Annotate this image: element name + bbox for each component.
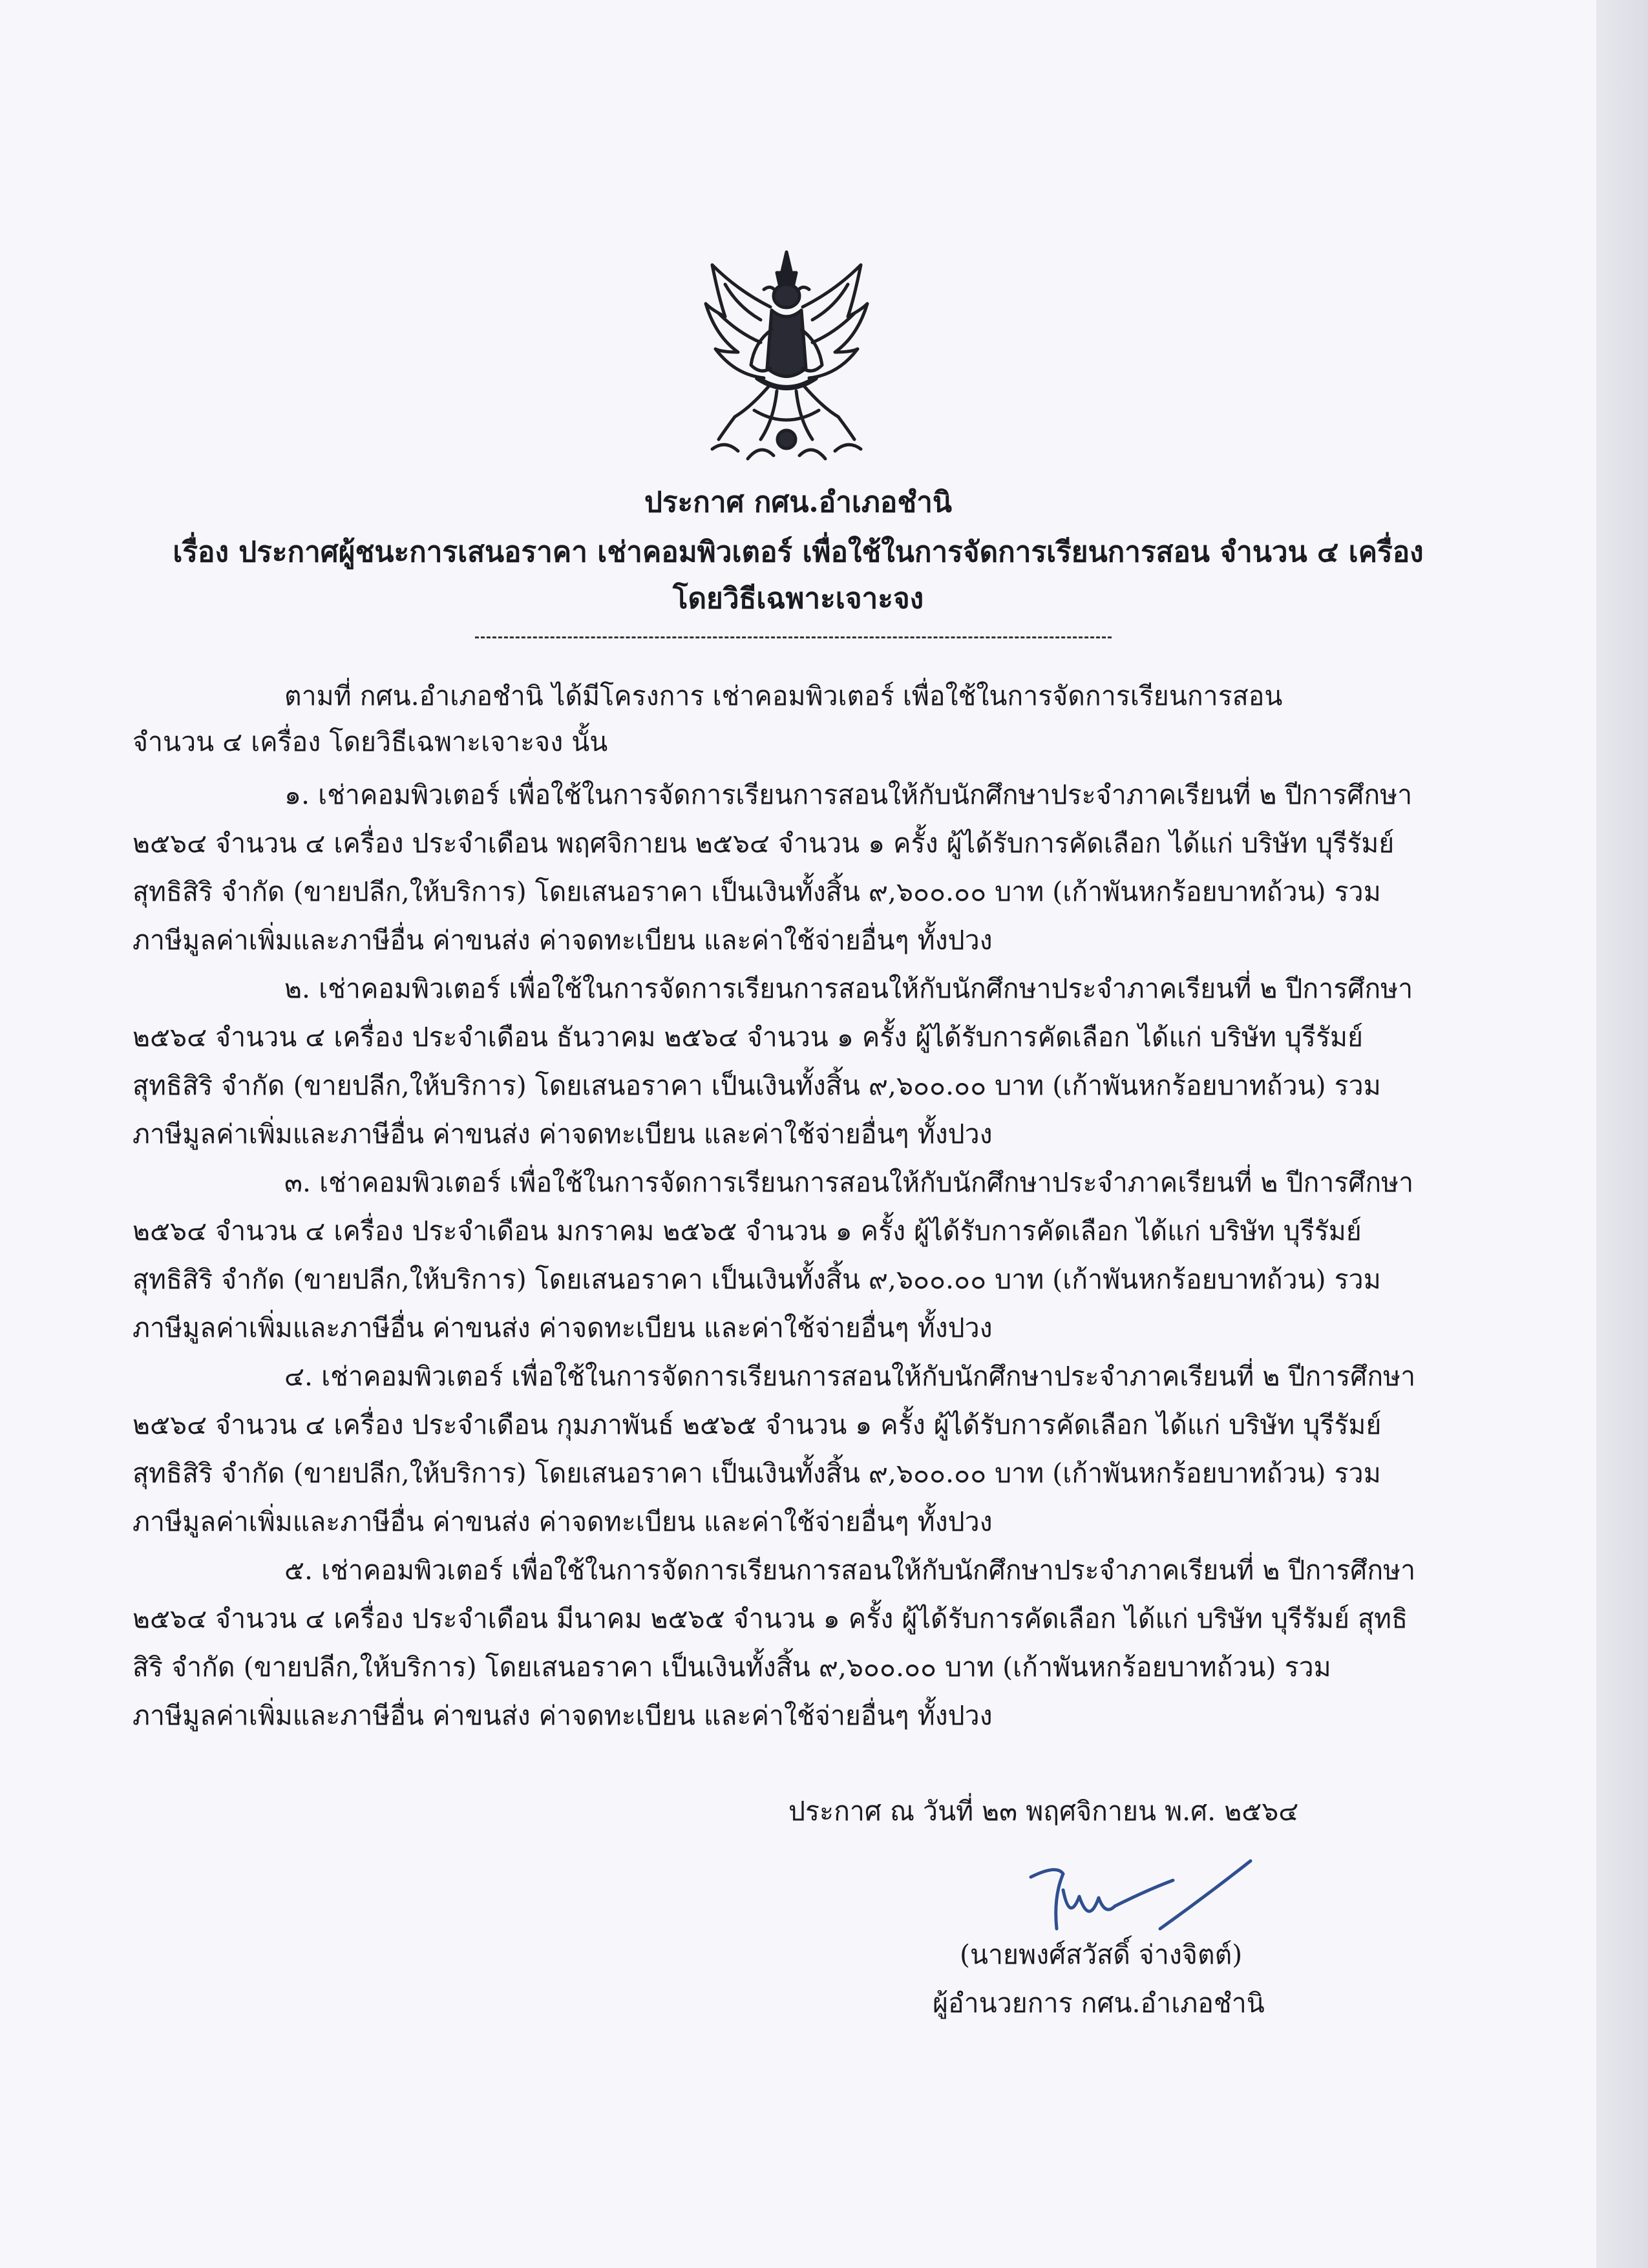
intro-line: ตามที่ กศน.อำเภอชำนิ ได้มีโครงการ เช่าคอมพิวเตอร์ เพื่อใช้ในการจัดการเรียนการสอน <box>284 680 1283 711</box>
item-5-line: สิริ จำกัด (ขายปลีก,ให้บริการ) โดยเสนอราคา เป็นเงินทั้งสิ้น ๙,๖๐๐.๐๐ บาท (เก้าพันหกร้อยบาทถ้วน) รวม <box>132 1652 1331 1683</box>
item-2-line: สุทธิสิริ จำกัด (ขายปลีก,ให้บริการ) โดยเสนอราคา เป็นเงินทั้งสิ้น ๙,๖๐๐.๐๐ บาท (เก้าพันหกร้อยบาทถ้วน) รวม <box>132 1070 1381 1101</box>
item-4-line: สุทธิสิริ จำกัด (ขายปลีก,ให้บริการ) โดยเสนอราคา เป็นเงินทั้งสิ้น ๙,๖๐๐.๐๐ บาท (เก้าพันหกร้อยบาทถ้วน) รวม <box>132 1458 1381 1489</box>
item-3-line: ๒๕๖๔ จำนวน ๔ เครื่อง ประจำเดือน มกราคม ๒๕๖๕ จำนวน ๑ ครั้ง ผู้ได้รับการคัดเลือก ได้แก่ บริษัท บุรีรัมย์ <box>132 1215 1362 1246</box>
announcement-subject: เรื่อง ประกาศผู้ชนะการเสนอราคา เช่าคอมพิวเตอร์ เพื่อใช้ในการจัดการเรียนการสอน จำนวน ๔ เครื่อง <box>173 536 1424 569</box>
item-4-line: ๒๕๖๔ จำนวน ๔ เครื่อง ประจำเดือน กุมภาพันธ์ ๒๕๖๕ จำนวน ๑ ครั้ง ผู้ได้รับการคัดเลือก ได้แก่ บริษัท บุรีรัมย์ <box>132 1409 1382 1440</box>
announcement-date: ประกาศ ณ วันที่ ๒๓ พฤศจิกายน พ.ศ. ๒๕๖๔ <box>788 1796 1299 1827</box>
scan-edge <box>1596 0 1648 2268</box>
signer-title: ผู้อำนวยการ กศน.อำเภอชำนิ <box>933 1988 1265 2019</box>
item-2-line: ๒๕๖๔ จำนวน ๔ เครื่อง ประจำเดือน ธันวาคม ๒๕๖๔ จำนวน ๑ ครั้ง ผู้ได้รับการคัดเลือก ได้แก่ บริษัท บุรีรัมย์ <box>132 1022 1364 1053</box>
signer-name: (นายพงศ์สวัสดิ์ จ่างจิตต์) <box>960 1939 1243 1970</box>
announcement-method: โดยวิธีเฉพาะเจาะจง <box>672 582 924 615</box>
intro-line: จำนวน ๔ เครื่อง โดยวิธีเฉพาะเจาะจง นั้น <box>132 726 608 757</box>
item-1-line: ๒๕๖๔ จำนวน ๔ เครื่อง ประจำเดือน พฤศจิกายน ๒๕๖๔ จำนวน ๑ ครั้ง ผู้ได้รับการคัดเลือก ได้แก่ บริษัท บุรีรัมย์ <box>132 828 1395 859</box>
item-5-line: ๕. เช่าคอมพิวเตอร์ เพื่อใช้ในการจัดการเรียนการสอนให้กับนักศึกษาประจำภาคเรียนที่ ๒ ปีการศึกษา <box>284 1555 1416 1586</box>
item-4-line: ภาษีมูลค่าเพิ่มและภาษีอื่น ค่าขนส่ง ค่าจดทะเบียน และค่าใช้จ่ายอื่นๆ ทั้งปวง <box>132 1506 993 1537</box>
item-5-line: ภาษีมูลค่าเพิ่มและภาษีอื่น ค่าขนส่ง ค่าจดทะเบียน และค่าใช้จ่ายอื่นๆ ทั้งปวง <box>132 1700 993 1731</box>
item-3-line: ภาษีมูลค่าเพิ่มและภาษีอื่น ค่าขนส่ง ค่าจดทะเบียน และค่าใช้จ่ายอื่นๆ ทั้งปวง <box>132 1312 993 1343</box>
item-3-line: สุทธิสิริ จำกัด (ขายปลีก,ให้บริการ) โดยเสนอราคา เป็นเงินทั้งสิ้น ๙,๖๐๐.๐๐ บาท (เก้าพันหกร้อยบาทถ้วน) รวม <box>132 1264 1381 1295</box>
item-3-line: ๓. เช่าคอมพิวเตอร์ เพื่อใช้ในการจัดการเรียนการสอนให้กับนักศึกษาประจำภาคเรียนที่ ๒ ปีการศึกษา <box>284 1167 1414 1198</box>
title-divider <box>475 636 1112 638</box>
item-1-line: ภาษีมูลค่าเพิ่มและภาษีอื่น ค่าขนส่ง ค่าจดทะเบียน และค่าใช้จ่ายอื่นๆ ทั้งปวง <box>132 925 993 956</box>
item-1-line: ๑. เช่าคอมพิวเตอร์ เพื่อใช้ในการจัดการเรียนการสอนให้กับนักศึกษาประจำภาคเรียนที่ ๒ ปีการศึกษา <box>284 779 1413 810</box>
item-2-line: ภาษีมูลค่าเพิ่มและภาษีอื่น ค่าขนส่ง ค่าจดทะเบียน และค่าใช้จ่ายอื่นๆ ทั้งปวง <box>132 1118 993 1150</box>
announcement-issuer: ประกาศ กศน.อำเภอชำนิ <box>644 486 952 519</box>
item-1-line: สุทธิสิริ จำกัด (ขายปลีก,ให้บริการ) โดยเสนอราคา เป็นเงินทั้งสิ้น ๙,๖๐๐.๐๐ บาท (เก้าพันหกร้อยบาทถ้วน) รวม <box>132 876 1381 907</box>
item-4-line: ๔. เช่าคอมพิวเตอร์ เพื่อใช้ในการจัดการเรียนการสอนให้กับนักศึกษาประจำภาคเรียนที่ ๒ ปีการศึกษา <box>284 1361 1416 1392</box>
garuda-emblem-icon <box>699 246 874 468</box>
item-2-line: ๒. เช่าคอมพิวเตอร์ เพื่อใช้ในการจัดการเรียนการสอนให้กับนักศึกษาประจำภาคเรียนที่ ๒ ปีการศึกษา <box>284 973 1413 1004</box>
item-5-line: ๒๕๖๔ จำนวน ๔ เครื่อง ประจำเดือน มีนาคม ๒๕๖๕ จำนวน ๑ ครั้ง ผู้ได้รับการคัดเลือก ได้แก่ บริษัท บุรีรัมย์ สุทธิ <box>132 1603 1408 1634</box>
